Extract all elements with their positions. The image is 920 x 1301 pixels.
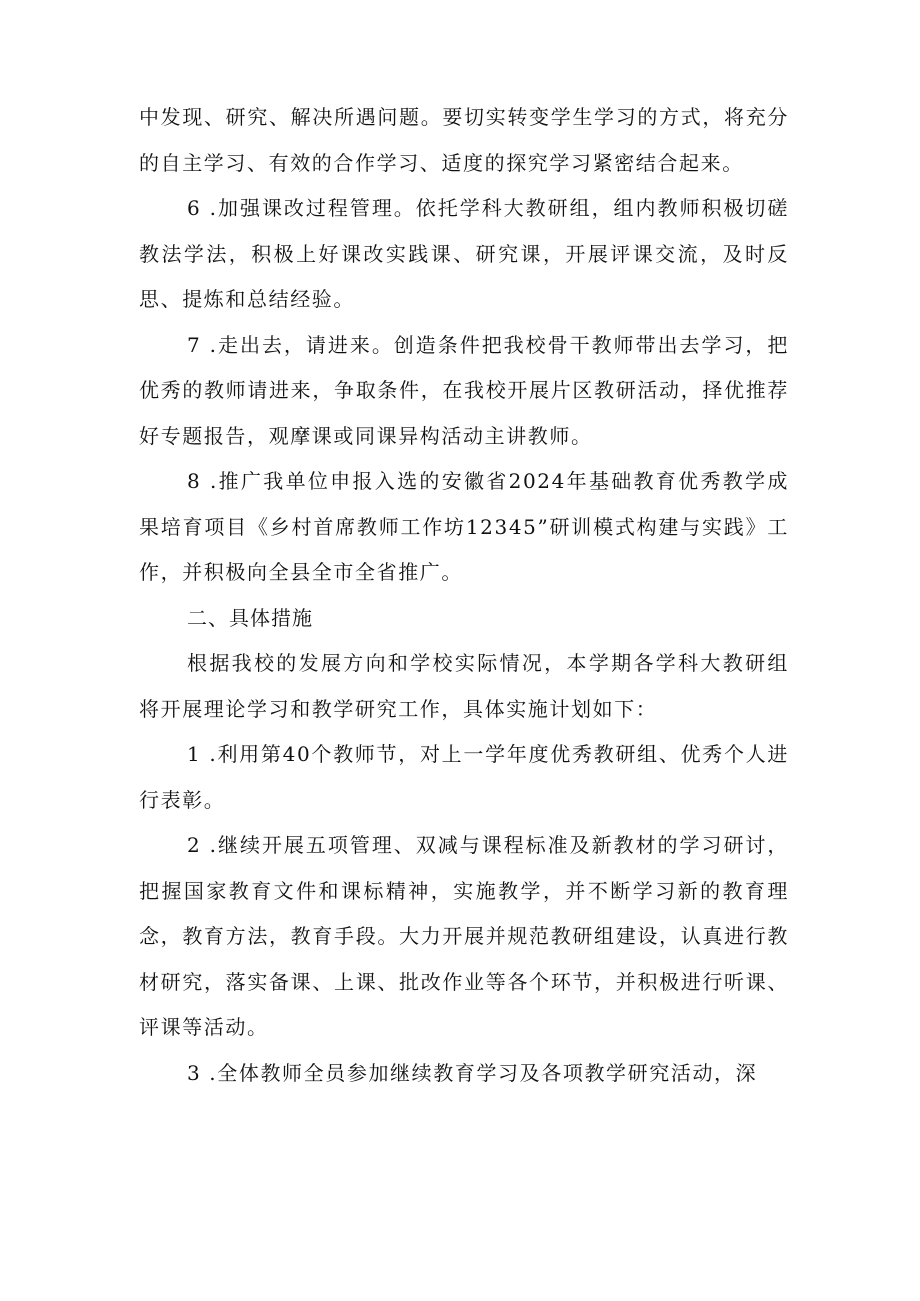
paragraph-measure-2: 2 .继续开展五项管理、双减与课程标准及新教材的学习研讨，把握国家教育文件和课标精神，实施教学，并不断学习新的教育理念，教育方法，教育手段。大力开展并规范教研组建设，认真进行教材研究，落实备课、上课、批改作业等各个环节，并积极进行听课、评课等活动。 [139, 833, 789, 1039]
paragraph-item-7: 7 .走出去，请进来。创造条件把我校骨干教师带出去学习，把优秀的教师请进来，争取条件，在我校开展片区教研活动，择优推荐好专题报告，观摩课或同课异构活动主讲教师。 [139, 332, 789, 448]
paragraph-intro: 根据我校的发展方向和学校实际情况，本学期各学科大教研组将开展理论学习和教学研究工作，具体实施计划如下： [139, 651, 789, 721]
section-heading: 二、具体措施 [187, 605, 313, 630]
paragraph-continuation: 中发现、研究、解决所遇问题。要切实转变学生学习的方式，将充分的自主学习、有效的合作学习、适度的探究学习紧密结合起来。 [139, 105, 789, 175]
paragraph-measure-3: 3 .全体教师全员参加继续教育学习及各项教学研究活动，深 [187, 1060, 758, 1085]
paragraph-item-8: 8 .推广我单位申报入选的安徽省2024年基础教育优秀教学成果培育项目《乡村首席教师工作坊12345”研训模式构建与实践》工作，并积极向全县全市全省推广。 [139, 469, 789, 584]
paragraph-item-6: 6 .加强课改过程管理。依托学科大教研组，组内教师积极切磋教法学法，积极上好课改实践课、研究课，开展评课交流，及时反思、提炼和总结经验。 [139, 196, 789, 311]
paragraph-measure-1: 1 .利用第40个教师节，对上一学年度优秀教研组、优秀个人进行表彰。 [139, 742, 789, 812]
document-body [139, 95, 789, 1096]
